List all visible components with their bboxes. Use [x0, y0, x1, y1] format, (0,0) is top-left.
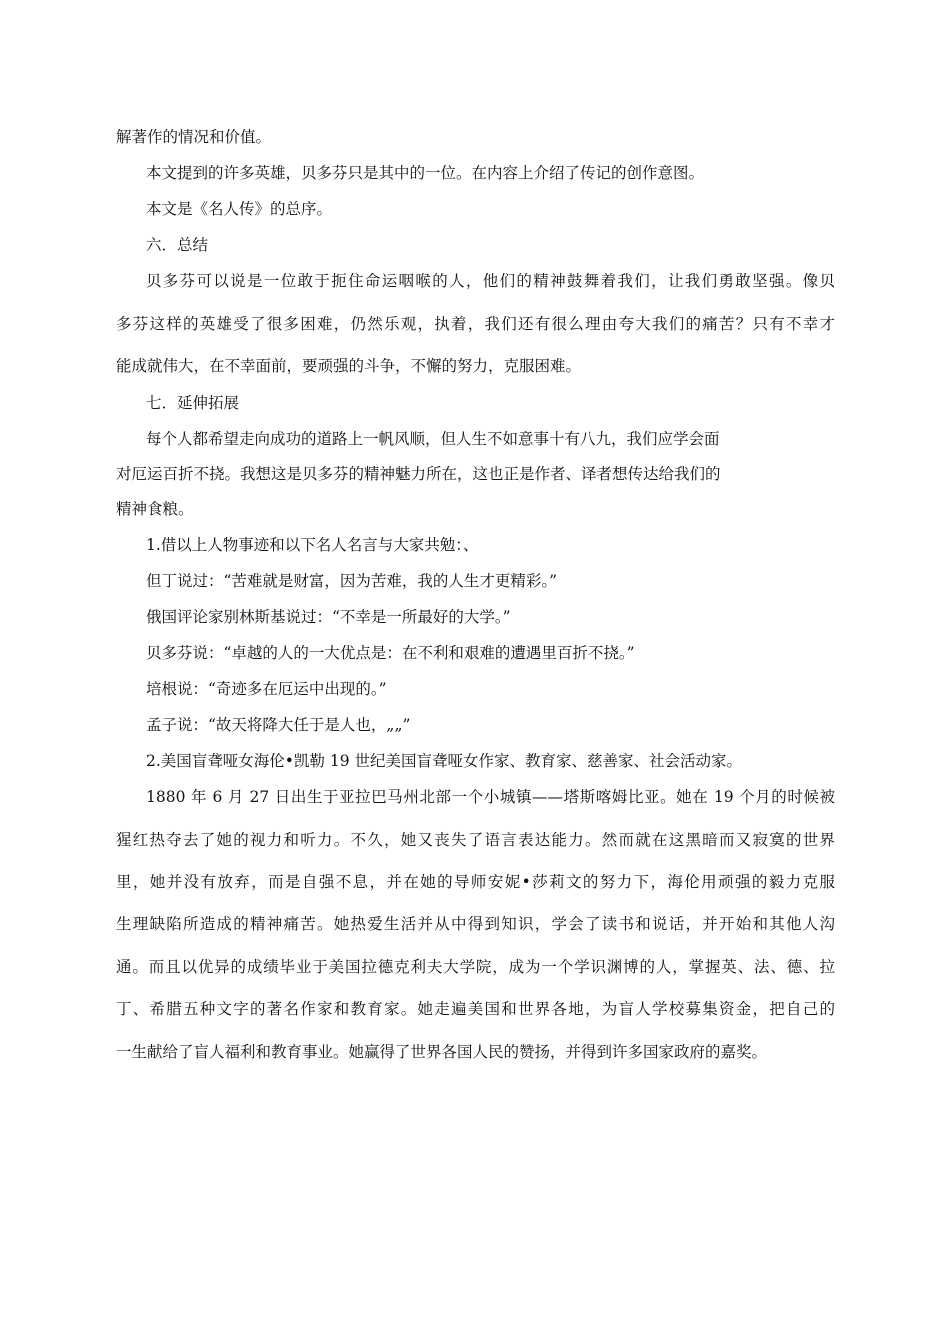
paragraph-line: 本文提到的许多英雄，贝多芬只是其中的一位。在内容上介绍了传记的创作意图。	[146, 164, 705, 182]
paragraph-line: 解著作的情况和价值。	[116, 128, 272, 146]
section-heading-summary: 六．总结	[146, 236, 209, 254]
paragraph-line: 丁、希腊五种文字的著名作家和教育家。她走遍美国和世界各地，为盲人学校募集资金，把自己的	[116, 1000, 835, 1018]
quote-line: 贝多芬说：“卓越的人的一大优点是：在不利和艰难的遭遇里百折不挠。”	[146, 644, 635, 662]
quote-line: 俄国评论家别林斯基说过：“不幸是一所最好的大学。”	[146, 608, 511, 626]
quote-line: 孟子说：“故天将降大任于是人也，„„”	[146, 716, 411, 734]
paragraph-line: 生理缺陷所造成的精神痛苦。她热爱生活并从中得到知识，学会了读书和说话，并开始和其他人沟	[116, 915, 835, 933]
paragraph-line: 一生献给了盲人福利和教育事业。她赢得了世界各国人民的赞扬，并得到许多国家政府的嘉奖。	[116, 1043, 768, 1061]
paragraph-line: 多芬这样的英雄受了很多困难，仍然乐观，执着，我们还有很么理由夸大我们的痛苦？只有不幸才	[116, 315, 835, 333]
paragraph-line: 本文是《名人传》的总序。	[146, 200, 333, 218]
paragraph-line: 对厄运百折不挠。我想这是贝多芬的精神魅力所在，这也正是作者、译者想传达给我们的	[116, 465, 721, 483]
list-item: 2.美国盲聋哑女海伦•凯勒 19 世纪美国盲聋哑女作家、教育家、慈善家、社会活动家。	[146, 752, 743, 770]
paragraph-line: 1880 年 6 月 27 日出生于亚拉巴马州北部一个小城镇——塔斯喀姆比亚。她在 19 个月的时候被	[146, 788, 835, 806]
paragraph-line: 精神食粮。	[116, 500, 194, 518]
paragraph-line: 里，她并没有放弃，而是自强不息，并在她的导师安妮•莎莉文的努力下，海伦用顽强的毅力克服	[116, 873, 835, 891]
section-heading-extension: 七．延伸拓展	[146, 394, 240, 412]
paragraph-line: 贝多芬可以说是一位敢于扼住命运咽喉的人，他们的精神鼓舞着我们，让我们勇敢坚强。像贝	[146, 272, 835, 290]
quote-line: 但丁说过：“苦难就是财富，因为苦难，我的人生才更精彩。”	[146, 572, 558, 590]
paragraph-line: 通。而且以优异的成绩毕业于美国拉德克利夫大学院，成为一个学识渊博的人，掌握英、法、德、拉	[116, 958, 835, 976]
paragraph-line: 能成就伟大，在不幸面前，要顽强的斗争，不懈的努力，克服困难。	[116, 357, 582, 375]
paragraph-line: 每个人都希望走向成功的道路上一帆风顺，但人生不如意事十有八九，我们应学会面	[146, 430, 720, 448]
quote-line: 培根说：“奇迹多在厄运中出现的。”	[146, 680, 387, 698]
list-item: 1.借以上人物事迹和以下名人名言与大家共勉：、	[146, 536, 479, 554]
paragraph-line: 猩红热夺去了她的视力和听力。不久，她又丧失了语言表达能力。然而就在这黑暗而又寂寞的世界	[116, 831, 835, 849]
